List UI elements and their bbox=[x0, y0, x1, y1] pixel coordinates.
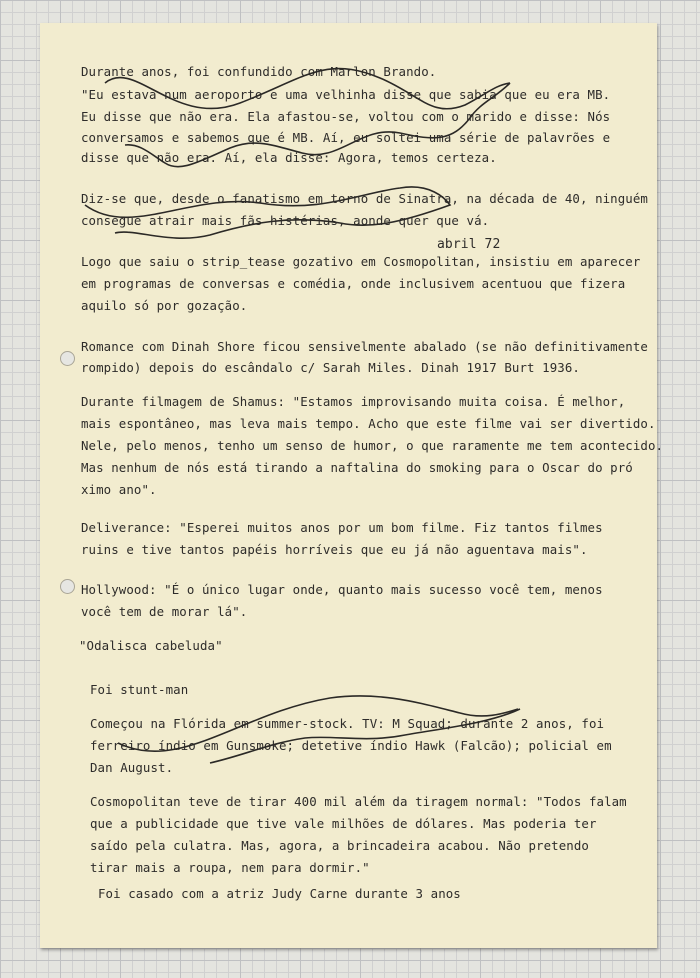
text-line: mais espontâneo, mas leva mais tempo. Acho que este filme vai ser divertido. bbox=[81, 416, 656, 431]
text-line: Diz-se que, desde o fanatismo em torno de Sinatra, na década de 40, ninguém bbox=[81, 191, 648, 206]
text-line: "Odalisca cabeluda" bbox=[79, 638, 223, 653]
text-line: Foi stunt-man bbox=[90, 682, 189, 697]
text-line: Deliverance: "Esperei muitos anos por um bom filme. Fiz tantos filmes bbox=[81, 520, 603, 535]
punch-hole-lower bbox=[60, 579, 75, 594]
text-line: Hollywood: "É o único lugar onde, quanto mais sucesso você tem, menos bbox=[81, 582, 603, 597]
punch-hole-upper bbox=[60, 351, 75, 366]
text-line: Mas nenhum de nós está tirando a naftalina do smoking para o Oscar do pró bbox=[81, 460, 633, 475]
text-line: Durante anos, foi confundido com Marlon Brando. bbox=[81, 64, 437, 79]
typewritten-page bbox=[40, 23, 664, 948]
text-line: Começou na Flórida em summer-stock. TV: M Squad; durante 2 anos, foi bbox=[90, 716, 605, 731]
text-line: Logo que saiu o strip_tease gozativo em Cosmopolitan, insistiu em aparecer bbox=[81, 254, 641, 269]
text-line: aquilo só por gozação. bbox=[81, 298, 248, 313]
text-line: tirar mais a roupa, nem para dormir." bbox=[90, 860, 370, 875]
text-line: rompido) depois do escândalo c/ Sarah Miles. Dinah 1917 Burt 1936. bbox=[81, 360, 580, 375]
text-line: ximo ano". bbox=[81, 482, 157, 497]
text-line: ferreiro índio em Gunsmoke; detetive índio Hawk (Falcão); policial em bbox=[90, 738, 612, 753]
text-line: Romance com Dinah Shore ficou sensivelmente abalado (se não definitivamente bbox=[81, 339, 648, 354]
text-line: Nele, pelo menos, tenho um senso de humor, o que raramente me tem acontecido. bbox=[81, 438, 664, 453]
text-line: você tem de morar lá". bbox=[81, 604, 248, 619]
text-line: Durante filmagem de Shamus: "Estamos improvisando muita coisa. É melhor, bbox=[81, 394, 626, 409]
text-line: conversamos e sabemos que é MB. Aí, eu soltei uma série de palavrões e bbox=[81, 130, 611, 145]
handwritten-date-note: abril 72 bbox=[437, 237, 501, 252]
text-line: consegue atrair mais fãs histérias, aonde quer que vá. bbox=[81, 213, 490, 228]
text-line: disse que não era. Aí, ela disse: Agora, temos certeza. bbox=[81, 150, 497, 165]
text-line: saído pela culatra. Mas, agora, a brincadeira acabou. Não pretendo bbox=[90, 838, 589, 853]
text-line: Dan August. bbox=[90, 760, 174, 775]
text-line: que a publicidade que tive vale milhões de dólares. Mas poderia ter bbox=[90, 816, 597, 831]
text-line: "Eu estava num aeroporto e uma velhinha disse que sabia que eu era MB. bbox=[81, 87, 611, 102]
text-line: Eu disse que não era. Ela afastou-se, voltou com o marido e disse: Nós bbox=[81, 109, 611, 124]
text-line: Foi casado com a atriz Judy Carne durante 3 anos bbox=[98, 886, 461, 901]
text-line: Cosmopolitan teve de tirar 400 mil além da tiragem normal: "Todos falam bbox=[90, 794, 627, 809]
text-line: ruins e tive tantos papéis horríveis que eu já não aguentava mais". bbox=[81, 542, 588, 557]
text-line: em programas de conversas e comédia, onde inclusivem acentuou que fizera bbox=[81, 276, 626, 291]
